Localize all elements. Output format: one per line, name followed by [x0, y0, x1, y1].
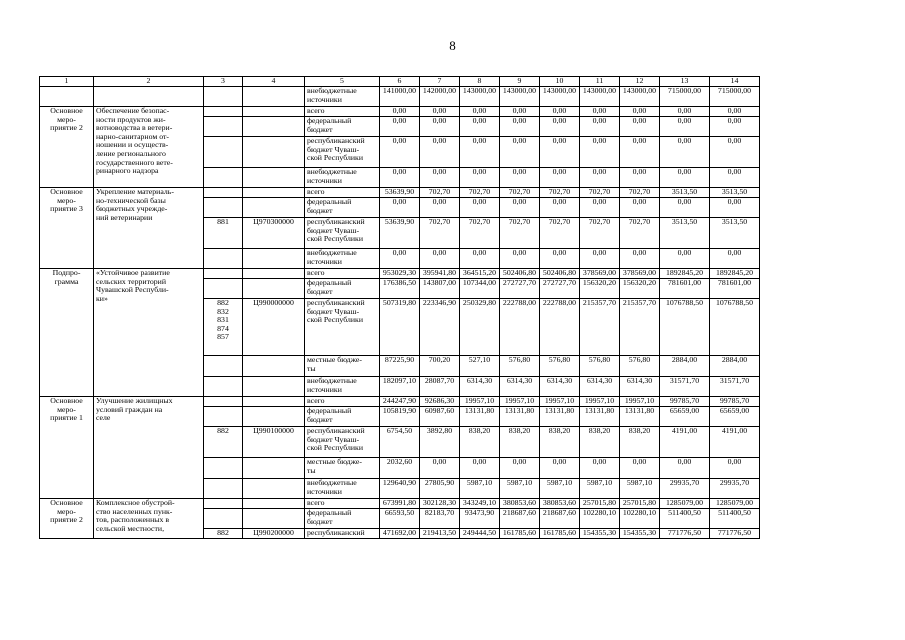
amount-cell: 395941,80: [420, 269, 460, 279]
target-item-code-cell: [243, 137, 305, 168]
amount-cell: 702,70: [580, 218, 620, 249]
grbs-code-cell: [204, 279, 243, 299]
amount-cell: 0,00: [500, 137, 540, 168]
amount-cell: 29935,70: [710, 479, 760, 499]
amount-cell: 0,00: [460, 168, 500, 188]
amount-cell: 142000,00: [420, 87, 460, 107]
amount-cell: 99785,70: [660, 397, 710, 407]
amount-cell: 222788,00: [540, 299, 580, 356]
amount-cell: 343249,10: [460, 499, 500, 509]
amount-cell: 102280,10: [620, 509, 660, 529]
amount-cell: 378569,00: [580, 269, 620, 279]
program-name-cell: Улучшение жилищных условий граждан на селе: [94, 397, 204, 499]
amount-cell: 0,00: [500, 168, 540, 188]
program-name-cell: Обеспечение безопас- ности продуктов жи- вотноводства в ветери- нарно-санитарном от- ношении и осуществ- ление регионального государственного вете- ринарного надзора: [94, 107, 204, 188]
amount-cell: 28087,70: [420, 377, 460, 397]
amount-cell: 141000,00: [380, 87, 420, 107]
amount-cell: 781601,00: [660, 279, 710, 299]
grbs-code-cell: [204, 397, 243, 407]
amount-cell: 380853,60: [540, 499, 580, 509]
amount-cell: 3513,50: [660, 218, 710, 249]
amount-cell: 250329,80: [460, 299, 500, 356]
amount-cell: 502406,80: [500, 269, 540, 279]
amount-cell: 1076788,50: [660, 299, 710, 356]
amount-cell: 0,00: [460, 117, 500, 137]
amount-cell: 0,00: [710, 198, 760, 218]
target-item-code-cell: [243, 377, 305, 397]
amount-cell: 82183,70: [420, 509, 460, 529]
grbs-code-cell: [204, 137, 243, 168]
column-number-header: 2: [94, 77, 204, 87]
amount-cell: 0,00: [540, 168, 580, 188]
amount-cell: 129640,90: [380, 479, 420, 499]
funding-source-cell: внебюджетные источники: [305, 479, 380, 499]
amount-cell: 0,00: [380, 137, 420, 168]
funding-source-cell: федеральный бюджет: [305, 407, 380, 427]
target-item-code-cell: [243, 198, 305, 218]
amount-cell: 702,70: [420, 218, 460, 249]
table-row: [40, 87, 760, 107]
amount-cell: 0,00: [710, 137, 760, 168]
grbs-code-cell: [204, 269, 243, 279]
amount-cell: 6314,30: [580, 377, 620, 397]
column-number-header: 10: [540, 77, 580, 87]
amount-cell: 838,20: [540, 427, 580, 458]
amount-cell: 838,20: [460, 427, 500, 458]
amount-cell: 161785,60: [500, 529, 540, 539]
amount-cell: 13131,80: [500, 407, 540, 427]
amount-cell: 0,00: [660, 458, 710, 479]
amount-cell: 702,70: [460, 218, 500, 249]
amount-cell: 13131,80: [540, 407, 580, 427]
amount-cell: 5987,10: [620, 479, 660, 499]
amount-cell: 953029,30: [380, 269, 420, 279]
column-number-header: 4: [243, 77, 305, 87]
amount-cell: 272727,70: [540, 279, 580, 299]
table-row: [40, 107, 760, 117]
amount-cell: 702,70: [540, 188, 580, 198]
amount-cell: 0,00: [580, 117, 620, 137]
funding-source-cell: внебюджетные источники: [305, 249, 380, 269]
amount-cell: 0,00: [580, 458, 620, 479]
amount-cell: 53639,90: [380, 188, 420, 198]
amount-cell: 219413,50: [420, 529, 460, 539]
funding-source-cell: республиканский бюджет Чуваш- ской Республики: [305, 218, 380, 249]
amount-cell: 6754,50: [380, 427, 420, 458]
column-number-header: 12: [620, 77, 660, 87]
amount-cell: 0,00: [420, 198, 460, 218]
amount-cell: 5987,10: [540, 479, 580, 499]
amount-cell: 0,00: [420, 458, 460, 479]
amount-cell: 0,00: [500, 117, 540, 137]
amount-cell: 0,00: [500, 458, 540, 479]
grbs-code-cell: 881: [204, 218, 243, 249]
target-item-code-cell: Ц990000000: [243, 299, 305, 356]
amount-cell: 182097,10: [380, 377, 420, 397]
amount-cell: 156320,20: [620, 279, 660, 299]
amount-cell: 102280,10: [580, 509, 620, 529]
column-number-header: 5: [305, 77, 380, 87]
amount-cell: 215357,70: [620, 299, 660, 356]
amount-cell: 702,70: [460, 188, 500, 198]
amount-cell: 257015,80: [580, 499, 620, 509]
amount-cell: 527,10: [460, 356, 500, 377]
amount-cell: 0,00: [380, 117, 420, 137]
funding-source-cell: местные бюдже- ты: [305, 356, 380, 377]
amount-cell: 0,00: [500, 107, 540, 117]
amount-cell: 715000,00: [660, 87, 710, 107]
funding-source-cell: внебюджетные источники: [305, 377, 380, 397]
table-header-row: [40, 77, 760, 87]
amount-cell: 4191,00: [660, 427, 710, 458]
funding-source-cell: всего: [305, 107, 380, 117]
program-label-cell: Подпро- грамма: [40, 269, 94, 397]
amount-cell: 0,00: [710, 168, 760, 188]
amount-cell: 838,20: [500, 427, 540, 458]
budget-table: [39, 76, 760, 539]
amount-cell: 143000,00: [460, 87, 500, 107]
program-name-cell: «Устойчивое развитие сельских территорий Чувашской Республи- ки»: [94, 269, 204, 397]
amount-cell: 0,00: [460, 107, 500, 117]
grbs-code-cell: [204, 356, 243, 377]
amount-cell: 0,00: [540, 198, 580, 218]
amount-cell: 0,00: [620, 107, 660, 117]
target-item-code-cell: [243, 168, 305, 188]
amount-cell: 19957,10: [500, 397, 540, 407]
amount-cell: 0,00: [540, 137, 580, 168]
amount-cell: 0,00: [620, 198, 660, 218]
target-item-code-cell: [243, 458, 305, 479]
table-row: [40, 269, 760, 279]
amount-cell: 143000,00: [580, 87, 620, 107]
amount-cell: 19957,10: [580, 397, 620, 407]
funding-source-cell: республиканский бюджет Чуваш- ской Республики: [305, 299, 380, 356]
grbs-code-cell: 882 832 831 874 857: [204, 299, 243, 356]
amount-cell: 3513,50: [660, 188, 710, 198]
amount-cell: 576,80: [500, 356, 540, 377]
amount-cell: 0,00: [620, 137, 660, 168]
funding-source-cell: внебюджетные источники: [305, 168, 380, 188]
amount-cell: 0,00: [420, 107, 460, 117]
column-number-header: 14: [710, 77, 760, 87]
amount-cell: 0,00: [380, 168, 420, 188]
amount-cell: 0,00: [500, 198, 540, 218]
amount-cell: 673991,80: [380, 499, 420, 509]
funding-source-cell: федеральный бюджет: [305, 279, 380, 299]
amount-cell: 31571,70: [660, 377, 710, 397]
amount-cell: 0,00: [710, 107, 760, 117]
amount-cell: 93473,90: [460, 509, 500, 529]
amount-cell: 0,00: [620, 117, 660, 137]
grbs-code-cell: 882: [204, 427, 243, 458]
amount-cell: 771776,50: [710, 529, 760, 539]
amount-cell: 6314,30: [540, 377, 580, 397]
amount-cell: 576,80: [620, 356, 660, 377]
funding-source-cell: республиканский: [305, 529, 380, 539]
amount-cell: 218687,60: [540, 509, 580, 529]
amount-cell: 0,00: [620, 458, 660, 479]
amount-cell: 27805,90: [420, 479, 460, 499]
amount-cell: 702,70: [580, 188, 620, 198]
grbs-code-cell: [204, 377, 243, 397]
amount-cell: 87225,90: [380, 356, 420, 377]
amount-cell: 378569,00: [620, 269, 660, 279]
amount-cell: 380853,60: [500, 499, 540, 509]
amount-cell: 0,00: [540, 117, 580, 137]
amount-cell: 3892,80: [420, 427, 460, 458]
amount-cell: 576,80: [540, 356, 580, 377]
amount-cell: 0,00: [460, 198, 500, 218]
target-item-code-cell: Ц990100000: [243, 427, 305, 458]
amount-cell: 0,00: [660, 107, 710, 117]
amount-cell: 215357,70: [580, 299, 620, 356]
amount-cell: 154355,30: [580, 529, 620, 539]
amount-cell: 0,00: [460, 249, 500, 269]
amount-cell: 0,00: [580, 168, 620, 188]
target-item-code-cell: Ц970300000: [243, 218, 305, 249]
grbs-code-cell: [204, 107, 243, 117]
amount-cell: 2032,60: [380, 458, 420, 479]
amount-cell: 5987,10: [460, 479, 500, 499]
amount-cell: 0,00: [420, 168, 460, 188]
amount-cell: 99785,70: [710, 397, 760, 407]
amount-cell: 161785,60: [540, 529, 580, 539]
amount-cell: 13131,80: [580, 407, 620, 427]
amount-cell: 0,00: [460, 137, 500, 168]
amount-cell: 60987,60: [420, 407, 460, 427]
grbs-code-cell: [204, 407, 243, 427]
funding-source-cell: федеральный бюджет: [305, 198, 380, 218]
amount-cell: 511400,50: [710, 509, 760, 529]
amount-cell: 143000,00: [620, 87, 660, 107]
target-item-code-cell: [243, 87, 305, 107]
amount-cell: 0,00: [540, 249, 580, 269]
amount-cell: 702,70: [620, 188, 660, 198]
program-name-cell: Комплексное обустрой- ство населенных пунк- тов, расположенных в сельской местности,: [94, 499, 204, 539]
amount-cell: 4191,00: [710, 427, 760, 458]
amount-cell: 2884,00: [710, 356, 760, 377]
target-item-code-cell: [243, 279, 305, 299]
target-item-code-cell: [243, 188, 305, 198]
amount-cell: 105819,90: [380, 407, 420, 427]
amount-cell: 5987,10: [580, 479, 620, 499]
amount-cell: 781601,00: [710, 279, 760, 299]
column-number-header: 8: [460, 77, 500, 87]
amount-cell: 0,00: [620, 249, 660, 269]
grbs-code-cell: [204, 198, 243, 218]
program-label-cell: Основное меро- приятие 3: [40, 188, 94, 269]
target-item-code-cell: [243, 107, 305, 117]
amount-cell: 0,00: [660, 117, 710, 137]
amount-cell: 0,00: [580, 198, 620, 218]
amount-cell: 0,00: [460, 458, 500, 479]
amount-cell: 702,70: [500, 218, 540, 249]
target-item-code-cell: [243, 117, 305, 137]
amount-cell: 302128,30: [420, 499, 460, 509]
column-number-header: 9: [500, 77, 540, 87]
amount-cell: 257015,80: [620, 499, 660, 509]
amount-cell: 1892845,20: [660, 269, 710, 279]
amount-cell: 1285079,00: [710, 499, 760, 509]
amount-cell: 13131,80: [460, 407, 500, 427]
amount-cell: 838,20: [580, 427, 620, 458]
amount-cell: 2884,00: [660, 356, 710, 377]
funding-source-cell: всего: [305, 188, 380, 198]
grbs-code-cell: [204, 458, 243, 479]
funding-source-cell: всего: [305, 499, 380, 509]
target-item-code-cell: [243, 356, 305, 377]
funding-source-cell: республиканский бюджет Чуваш- ской Республики: [305, 427, 380, 458]
target-item-code-cell: [243, 509, 305, 529]
funding-source-cell: внебюджетные источники: [305, 87, 380, 107]
amount-cell: 65659,00: [710, 407, 760, 427]
amount-cell: 0,00: [500, 249, 540, 269]
amount-cell: 6314,30: [620, 377, 660, 397]
amount-cell: 29935,70: [660, 479, 710, 499]
grbs-code-cell: [204, 499, 243, 509]
amount-cell: 511400,50: [660, 509, 710, 529]
program-label-cell: [40, 87, 94, 107]
target-item-code-cell: Ц990200000: [243, 529, 305, 539]
amount-cell: 700,20: [420, 356, 460, 377]
target-item-code-cell: [243, 397, 305, 407]
amount-cell: 0,00: [540, 458, 580, 479]
amount-cell: 702,70: [620, 218, 660, 249]
amount-cell: 702,70: [540, 218, 580, 249]
column-number-header: 3: [204, 77, 243, 87]
amount-cell: 249444,50: [460, 529, 500, 539]
funding-source-cell: федеральный бюджет: [305, 509, 380, 529]
amount-cell: 576,80: [580, 356, 620, 377]
amount-cell: 19957,10: [620, 397, 660, 407]
amount-cell: 0,00: [710, 117, 760, 137]
target-item-code-cell: [243, 479, 305, 499]
amount-cell: 702,70: [420, 188, 460, 198]
amount-cell: 0,00: [710, 249, 760, 269]
amount-cell: 838,20: [620, 427, 660, 458]
amount-cell: 0,00: [710, 458, 760, 479]
funding-source-cell: местные бюдже- ты: [305, 458, 380, 479]
table-row: [40, 188, 760, 198]
column-number-header: 1: [40, 77, 94, 87]
target-item-code-cell: [243, 499, 305, 509]
amount-cell: 0,00: [660, 198, 710, 218]
amount-cell: 0,00: [660, 137, 710, 168]
amount-cell: 223346,90: [420, 299, 460, 356]
grbs-code-cell: [204, 479, 243, 499]
amount-cell: 1285079,00: [660, 499, 710, 509]
amount-cell: 19957,10: [460, 397, 500, 407]
amount-cell: 0,00: [420, 117, 460, 137]
grbs-code-cell: [204, 117, 243, 137]
target-item-code-cell: [243, 407, 305, 427]
amount-cell: 6314,30: [500, 377, 540, 397]
grbs-code-cell: [204, 168, 243, 188]
amount-cell: 471692,00: [380, 529, 420, 539]
funding-source-cell: всего: [305, 397, 380, 407]
amount-cell: 156320,20: [580, 279, 620, 299]
funding-source-cell: республиканский бюджет Чуваш- ской Республики: [305, 137, 380, 168]
amount-cell: 92686,30: [420, 397, 460, 407]
amount-cell: 0,00: [540, 107, 580, 117]
column-number-header: 6: [380, 77, 420, 87]
amount-cell: 31571,70: [710, 377, 760, 397]
grbs-code-cell: [204, 249, 243, 269]
amount-cell: 222788,00: [500, 299, 540, 356]
amount-cell: 0,00: [660, 168, 710, 188]
grbs-code-cell: [204, 87, 243, 107]
grbs-code-cell: 882: [204, 529, 243, 539]
column-number-header: 7: [420, 77, 460, 87]
grbs-code-cell: [204, 188, 243, 198]
amount-cell: 502406,80: [540, 269, 580, 279]
amount-cell: 0,00: [380, 198, 420, 218]
grbs-code-cell: [204, 509, 243, 529]
amount-cell: 702,70: [500, 188, 540, 198]
amount-cell: 143807,00: [420, 279, 460, 299]
target-item-code-cell: [243, 249, 305, 269]
program-label-cell: Основное меро- приятие 2: [40, 499, 94, 539]
amount-cell: 6314,30: [460, 377, 500, 397]
funding-source-cell: федеральный бюджет: [305, 117, 380, 137]
amount-cell: 715000,00: [710, 87, 760, 107]
amount-cell: 0,00: [580, 107, 620, 117]
target-item-code-cell: [243, 269, 305, 279]
amount-cell: 107344,00: [460, 279, 500, 299]
page-number: 8: [449, 38, 456, 53]
program-label-cell: Основное меро- приятие 2: [40, 107, 94, 188]
amount-cell: 143000,00: [540, 87, 580, 107]
amount-cell: 5987,10: [500, 479, 540, 499]
amount-cell: 1892845,20: [710, 269, 760, 279]
amount-cell: 143000,00: [500, 87, 540, 107]
amount-cell: 244247,90: [380, 397, 420, 407]
amount-cell: 66593,50: [380, 509, 420, 529]
amount-cell: 0,00: [660, 249, 710, 269]
amount-cell: 0,00: [420, 137, 460, 168]
amount-cell: 3513,50: [710, 188, 760, 198]
amount-cell: 218687,60: [500, 509, 540, 529]
amount-cell: 0,00: [380, 107, 420, 117]
amount-cell: 1076788,50: [710, 299, 760, 356]
amount-cell: 507319,80: [380, 299, 420, 356]
amount-cell: 53639,90: [380, 218, 420, 249]
amount-cell: 0,00: [420, 249, 460, 269]
amount-cell: 771776,50: [660, 529, 710, 539]
amount-cell: 19957,10: [540, 397, 580, 407]
amount-cell: 176386,50: [380, 279, 420, 299]
program-name-cell: Укрепление материаль- но-технической базы бюджетных учрежде- ний ветеринарии: [94, 188, 204, 269]
column-number-header: 11: [580, 77, 620, 87]
amount-cell: 0,00: [380, 249, 420, 269]
column-number-header: 13: [660, 77, 710, 87]
table-row: [40, 397, 760, 407]
amount-cell: 0,00: [620, 168, 660, 188]
amount-cell: 154355,30: [620, 529, 660, 539]
amount-cell: 3513,50: [710, 218, 760, 249]
amount-cell: 364515,20: [460, 269, 500, 279]
amount-cell: 0,00: [580, 137, 620, 168]
program-label-cell: Основное меро- приятие 1: [40, 397, 94, 499]
amount-cell: 65659,00: [660, 407, 710, 427]
amount-cell: 272727,70: [500, 279, 540, 299]
program-name-cell: [94, 87, 204, 107]
table-row: [40, 499, 760, 509]
funding-source-cell: всего: [305, 269, 380, 279]
amount-cell: 13131,80: [620, 407, 660, 427]
amount-cell: 0,00: [580, 249, 620, 269]
